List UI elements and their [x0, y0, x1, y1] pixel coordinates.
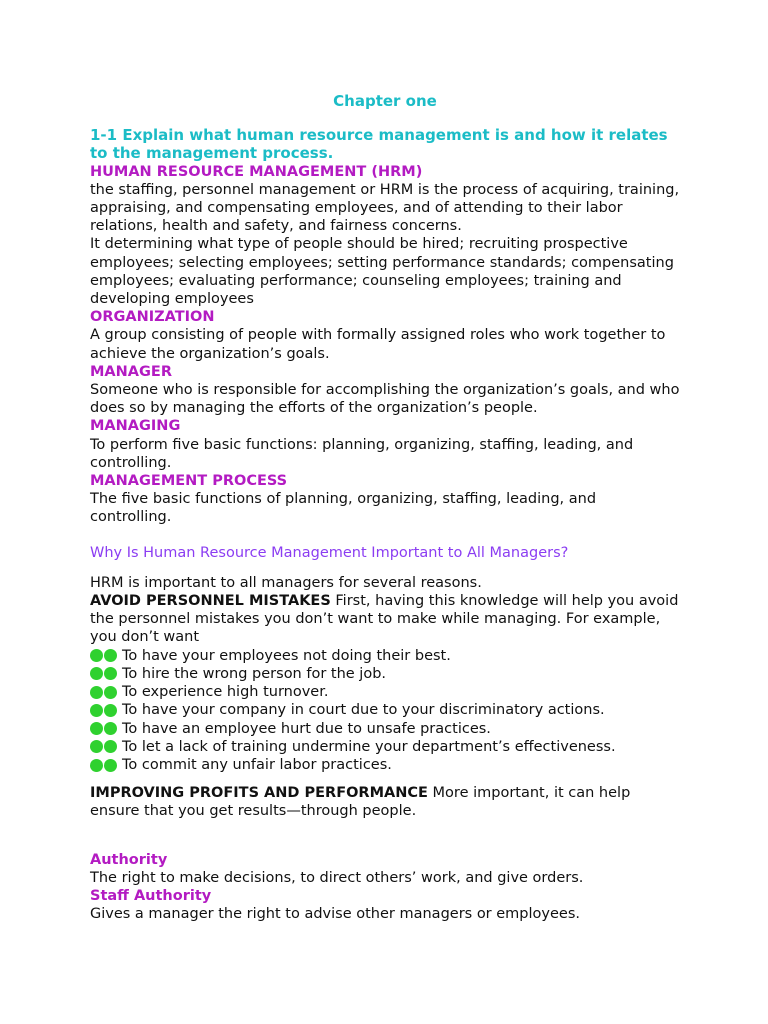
list-item	[90, 647, 680, 665]
list-item-text: To commit any unfair labor practices.	[122, 756, 392, 773]
double-green-dot-icon	[90, 686, 117, 699]
term-staff-authority: Staff Authority	[90, 887, 212, 904]
definition-management-process: The five basic functions of planning, organizing, staffing, leading, and controlling.	[90, 491, 597, 526]
description-hrm-tasks: It determining what type of people should be hired; recruiting prospective employees; selecting employees; setting performance standards; compensating employees; evaluating performance; counseling employees; training and developing employees	[90, 236, 674, 308]
improving-profits-text: More important, it can help ensure that you get results—through people.	[90, 785, 631, 820]
list-item-text: To let a lack of training undermine your department’s effectiveness.	[122, 738, 616, 755]
definition-staff-authority: Gives a manager the right to advise other managers or employees.	[90, 906, 580, 923]
improving-profits-paragraph	[90, 784, 680, 820]
document-page	[90, 92, 680, 923]
list-item	[90, 738, 680, 756]
double-green-dot-icon	[90, 740, 117, 753]
double-green-dot-icon	[90, 759, 117, 772]
term-hrm: HUMAN RESOURCE MANAGEMENT (HRM)	[90, 163, 423, 180]
why-intro: HRM is important to all managers for several reasons.	[90, 574, 482, 591]
mistakes-list	[90, 647, 680, 774]
definition-managing: To perform five basic functions: planning, organizing, staffing, leading, and controlling.	[90, 436, 634, 471]
double-green-dot-icon	[90, 667, 117, 680]
list-item-text: To have an employee hurt due to unsafe practices.	[122, 720, 491, 737]
double-green-dot-icon	[90, 722, 117, 735]
list-item-text: To have your employees not doing their best.	[122, 647, 451, 664]
avoid-mistakes-paragraph	[90, 592, 680, 647]
list-item-text: To experience high turnover.	[122, 684, 329, 701]
list-item	[90, 701, 680, 719]
list-item-text: To hire the wrong person for the job.	[122, 665, 387, 682]
improving-profits-lead: IMPROVING PROFITS AND PERFORMANCE	[90, 785, 428, 802]
list-item	[90, 665, 680, 683]
list-item	[90, 683, 680, 701]
avoid-mistakes-lead: AVOID PERSONNEL MISTAKES	[90, 593, 331, 610]
term-authority: Authority	[90, 851, 168, 868]
definition-manager: Someone who is responsible for accomplishing the organization’s goals, and who does so by managing the efforts of the organization’s people.	[90, 382, 680, 417]
term-manager: MANAGER	[90, 363, 172, 380]
why-question-heading: Why Is Human Resource Management Important to All Managers?	[90, 544, 569, 561]
avoid-mistakes-text: First, having this knowledge will help you avoid the personnel mistakes you don’t want to make while managing. For example, you don’t want	[90, 593, 679, 646]
double-green-dot-icon	[90, 704, 117, 717]
double-green-dot-icon	[90, 649, 117, 662]
chapter-title: Chapter one	[333, 92, 437, 110]
list-item	[90, 756, 680, 774]
definition-organization: A group consisting of people with formally assigned roles who work together to achieve the organization’s goals.	[90, 327, 666, 362]
term-management-process: MANAGEMENT PROCESS	[90, 473, 288, 490]
definition-authority: The right to make decisions, to direct others’ work, and give orders.	[90, 869, 584, 886]
list-item-text: To have your company in court due to your discriminatory actions.	[122, 702, 605, 719]
term-organization: ORGANIZATION	[90, 309, 215, 326]
list-item	[90, 720, 680, 738]
term-managing: MANAGING	[90, 418, 181, 435]
definition-hrm: the staffing, personnel management or HRM is the process of acquiring, training, appraising, and compensating employees, and of attending to their labor relations, health and safety, and fairness concerns.	[90, 181, 680, 235]
section-title: 1-1 Explain what human resource management is and how it relates to the management process.	[90, 126, 668, 163]
